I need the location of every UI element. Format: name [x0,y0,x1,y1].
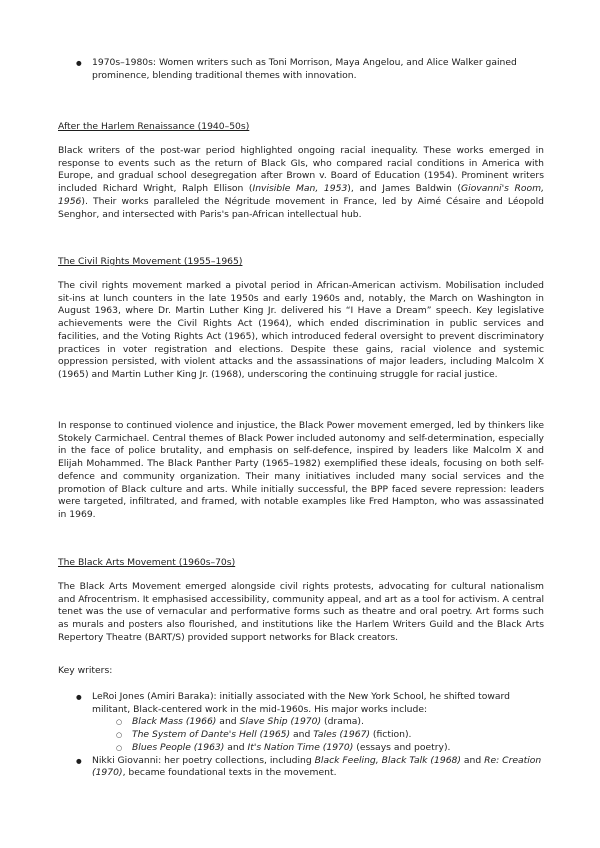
paragraph-black-arts: The Black Arts Movement emerged alongside civil rights protests, advocating for cultural nationalism and Afrocentrism. It emphasised accessibility, community appeal, and art as a tool for activism. A central tenet was the use of vernacular and performative forms such as theatre and oral poetry. Art forms such as murals and posters also flourished, and institutions like the Harlem Writers Guild and the Black Arts Repertory Theatre (BART/S) provided support networks for Black creators. [58,581,544,643]
intro-bullet-list [58,57,544,82]
book-title: Invisible Man, 1953 [252,183,348,195]
list-subitem: ○ The System of Dante's Hell (1965) and Tales (1967) (fiction). [58,729,544,742]
book-title: Giovanni's Room, 1956 [58,183,545,207]
list-subitem: ○ Blues People (1963) and It's Nation Time (1970) (essays and poetry). [58,742,544,755]
list-subitem: ○ Black Mass (1966) and Slave Ship (1970) (drama). [58,716,544,729]
section-heading-civil-rights: The Civil Rights Movement (1955–1965) [58,256,243,267]
section-heading-black-arts: The Black Arts Movement (1960s–70s) [58,557,236,568]
section-heading-harlem: After the Harlem Renaissance (1940–50s) [58,121,250,132]
paragraph-civil-rights-1: The civil rights movement marked a pivotal period in African-American activism. Mobilisation included sit-ins at lunch counters in the late 1950s and early 1960s and, notably, the March on Washington in August 1963, where Dr. Martin Luther King Jr. delivered his “I Have a Dream” speech. Key legislative achievements were the Civil Rights Act (1964), which ended discrimination in public services and facilities, and the Voting Rights Act (1965), which introduced federal oversight to prevent discriminatory practices in voter registration and elections. Despite these gains, racial violence and systemic oppression persisted, with violent attacks and the assassinations of major leaders, including Malcolm X (1965) and Martin Luther King Jr. (1968), underscoring the continuing struggle for racial justice. [58,280,544,380]
list-item-jones: ● LeRoi Jones (Amiri Baraka): initially associated with the New York School, he shifted toward militant, Black-centered work in the mid-1960s. His major works include: [58,691,544,716]
key-writers-label: Key writers: [58,665,113,676]
list-item: ● 1970s–1980s: Women writers such as Toni Morrison, Maya Angelou, and Alice Walker gained prominence, blending traditional themes with innovation. [58,57,544,82]
paragraph-civil-rights-2: In response to continued violence and injustice, the Black Power movement emerged, led by thinkers like Stokely Carmichael. Central themes of Black Power included autonomy and self-determination, especially in the face of police brutality, and emphasis on self-defence, inspired by leaders like Malcolm X and Elijah Mohammed. The Black Panther Party (1965–1982) exemplified these ideals, focusing on both self-defence and community organization. Their many initiatives included many social services and the promotion of Black culture and arts. While initially successful, the BPP faced severe repression: leaders were targeted, infiltrated, and framed, with notable examples like Fred Hampton, who was assassinated in 1969. [58,420,544,520]
list-item-giovanni: ● Nikki Giovanni: her poetry collections, including Black Feeling, Black Talk (1968) and Re: Creation (1970), became foundational texts in the movement. [58,755,544,780]
key-writers-list [58,691,544,780]
paragraph-harlem: Black writers of the post-war period highlighted ongoing racial inequality. These works emerged in response to events such as the return of Black GIs, who compared racial conditions in America with Europe, and gradual school desegregation after Brown v. Board of Education (1954). Prominent writers included Richard Wright, Ralph Ellison (Invisible Man, 1953), and James Baldwin (Giovanni's Room, 1956). Their works paralleled the Négritude movement in France, led by Aimé Césaire and Léopold Senghor, and intersected with Paris's pan-African intellectual hub. [58,145,545,220]
